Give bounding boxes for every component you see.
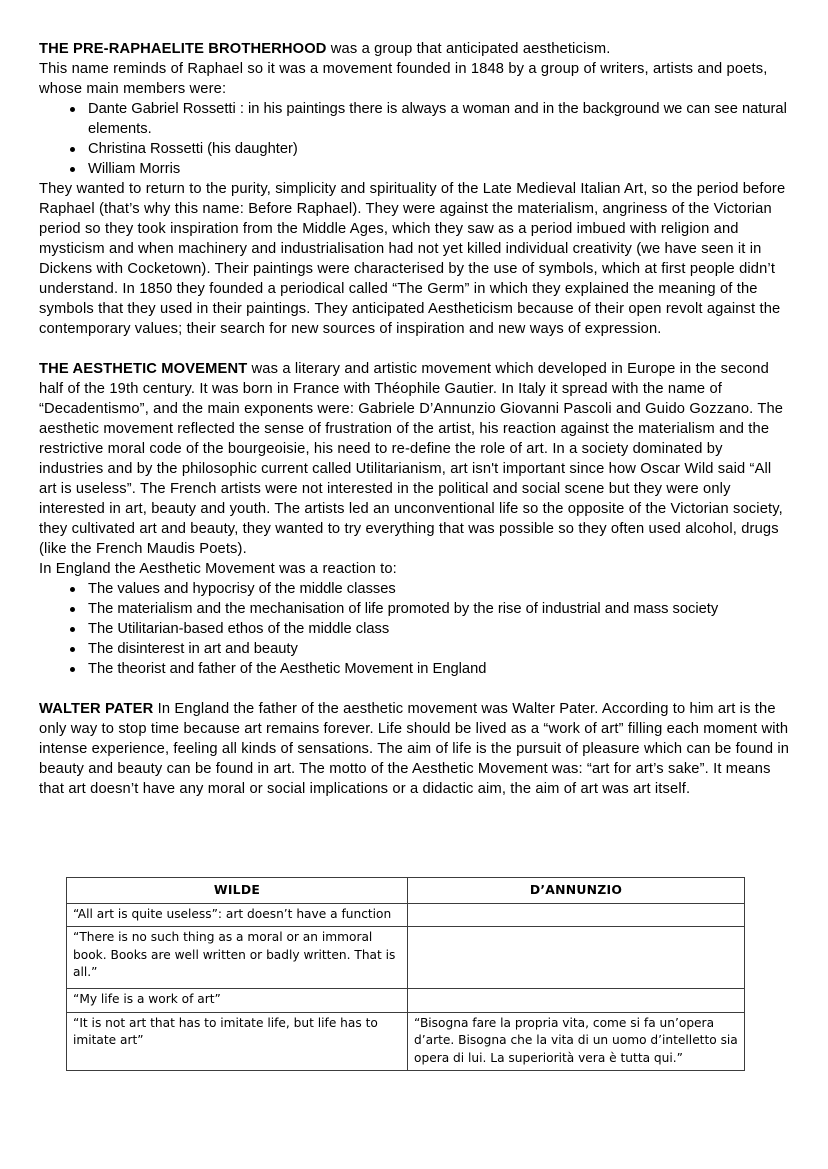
section-heading-pre-raphaelite [39,39,791,59]
paragraph-pre-raphaelite-intro: This name reminds of Raphael so it was a movement founded in 1848 by a group of writers, artists and poets, whose main members were: [39,61,768,97]
bullet-list-aesthetic-reactions [39,579,791,679]
cell-dannunzio-quote [408,989,745,1013]
section-heading-walter-pater [39,699,791,799]
column-header-dannunzio: D’ANNUNZIO [408,878,745,904]
wilde-dannunzio-comparison-table [66,877,745,1071]
section-heading-aesthetic-movement [39,359,791,559]
paragraph-aesthetic-list-intro: In England the Aesthetic Movement was a reaction to: [39,561,397,577]
list-item: Christina Rossetti (his daughter) [39,139,791,159]
list-item: William Morris [39,159,791,179]
cell-dannunzio-quote [408,903,745,927]
list-item: The theorist and father of the Aesthetic Movement in England [39,659,791,679]
table-header-row [67,878,745,904]
heading-trailing-aesthetic-movement: was a literary and artistic movement which developed in Europe in the second half of the 19th century. It was born in France with Théophile Gautier. In Italy it spread with the name of “Decadentismo”, and the main exponents were: Gabriele D’Annunzio Giovanni Pascoli and Guido Gozzano. The aesthetic movement reflected the sense of frustration of the artist, his reaction against the materialism and the restrictive moral code of the bourgeoisie, his need to re-define the role of art. In a society dominated by industries and by the philosophic current called Utilitarianism, art isn't important since how Oscar Wild said “All art is useless”. The French artists were not interested in the political and social scene but they were only interested in art, beauty and youth. The artists led an unconventional life so the opposite of the Victorian society, they cultivated art and beauty, they wanted to try everything that was possible so they often used alcohol, drugs (like the French Maudis Poets). [39,361,784,557]
section-spacer [39,679,791,699]
heading-trailing-pre-raphaelite: was a group that anticipated aestheticism. [326,41,611,57]
section-spacer [39,339,791,359]
cell-wilde-quote: “It is not art that has to imitate life, but life has to imitate art” [67,1012,408,1071]
list-item: The materialism and the mechanisation of life promoted by the rise of industrial and mass society [39,599,791,619]
list-item: The values and hypocrisy of the middle classes [39,579,791,599]
table-row [67,989,745,1013]
paragraph-pre-raphaelite-body: They wanted to return to the purity, simplicity and spirituality of the Late Medieval Italian Art, so the period before Raphael (that’s why this name: Before Raphael). They were against the materialism, angriness of the Victorian period so they took inspiration from the Middle Ages, which they saw as a period imbued with religion and mysticism and when machinery and industrialisation had not yet killed individual creativity (we have seen it in Dickens with Cocketown). Their paintings were characterised by the use of symbols, which at first people didn’t understand. In 1850 they founded a periodical called “The Germ” in which they explained the meaning of the symbols that they used in their paintings. They anticipated Aestheticism because of their open revolt against the contemporary values; their search for new sources of inspiration and new ways of expression. [39,181,786,337]
cell-wilde-quote: “My life is a work of art” [67,989,408,1013]
cell-dannunzio-quote [408,927,745,989]
table-row [67,1012,745,1071]
table-row [67,903,745,927]
column-header-wilde: WILDE [67,878,408,904]
document-body [39,39,791,799]
heading-trailing-walter-pater: In England the father of the aesthetic movement was Walter Pater. According to him art is the only way to stop time because art remains forever. Life should be lived as a “work of art” filling each moment with intense experience, feeling all kinds of sensations. The aim of life is the pursuit of pleasure which can be found in beauty and beauty can be found in art. The motto of the Aesthetic Movement was: “art for art’s sake”. It means that art doesn’t have any moral or social implications or a didactic aim, the aim of art was art itself. [39,701,790,797]
bullet-list-pre-raphaelite-members [39,99,791,179]
list-item: The disinterest in art and beauty [39,639,791,659]
list-item: The Utilitarian-based ethos of the middle class [39,619,791,639]
list-item: Dante Gabriel Rossetti : in his paintings there is always a woman and in the background we can see natural elements. [39,99,791,139]
heading-label-aesthetic-movement: THE AESTHETIC MOVEMENT [39,361,248,377]
cell-wilde-quote: “All art is quite useless”: art doesn’t have a function [67,903,408,927]
heading-label-pre-raphaelite: THE PRE-RAPHAELITE BROTHERHOOD [39,41,327,57]
heading-label-walter-pater: WALTER PATER [39,701,154,717]
cell-dannunzio-quote: “Bisogna fare la propria vita, come si fa un’opera d’arte. Bisogna che la vita di un uomo d’intelletto sia opera di lui. La superiorità vera è tutta qui.” [408,1012,745,1071]
table-row [67,927,745,989]
comparison-table-container [66,877,744,1071]
cell-wilde-quote: “There is no such thing as a moral or an immoral book. Books are well written or badly written. That is all.” [67,927,408,989]
